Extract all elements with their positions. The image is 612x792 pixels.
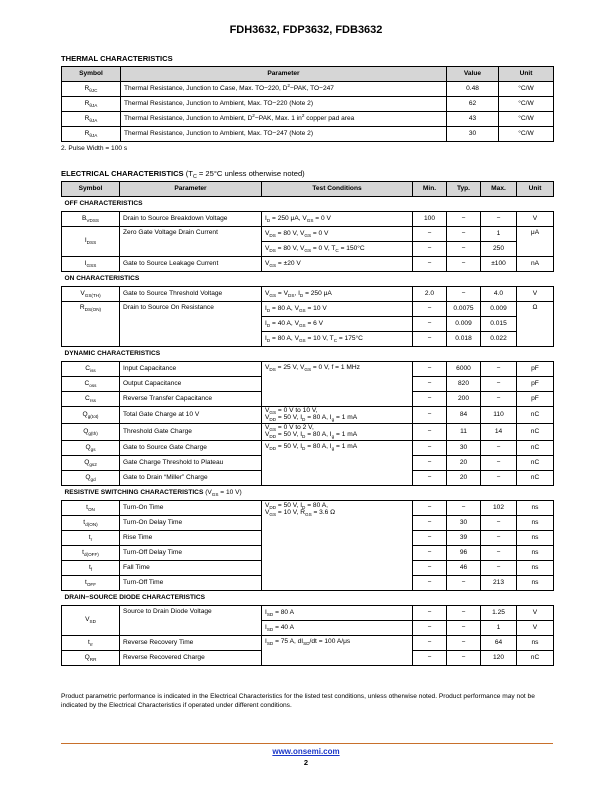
max-cell: − [481, 546, 517, 561]
column-header: Symbol [62, 67, 121, 82]
column-header: Symbol [62, 182, 120, 197]
condition-cell: $I_D = 250$ μA, $V_{GS} = 0$ V [262, 212, 413, 227]
category-row [62, 272, 554, 287]
symbol-cell: $V_{SD}$ [62, 606, 120, 636]
symbol-cell: $B_{VDSS}$ [62, 212, 120, 227]
condition-line: $V_{DD} = 50$ V, $I_D = 80$ A, $I_g = 1$ mA [265, 431, 358, 439]
max-cell: − [481, 362, 517, 377]
max-cell: 14 [481, 424, 517, 441]
unit-cell: pF [517, 392, 554, 407]
unit-cell: nC [517, 424, 554, 441]
column-header: Typ. [447, 182, 481, 197]
min-cell: − [413, 227, 447, 242]
parameter-cell: Turn-Off Delay Time [120, 546, 262, 561]
min-cell: − [413, 456, 447, 471]
typ-cell: 6000 [447, 362, 481, 377]
symbol-cell: $V_{GS(TH)}$ [62, 287, 120, 302]
column-header: Parameter [120, 182, 262, 197]
typ-cell: − [447, 212, 481, 227]
unit-cell: pF [517, 362, 554, 377]
parameter-cell: Drain to Source On Resistance [120, 302, 262, 347]
symbol-cell: $t_{rr}$ [62, 636, 120, 651]
electrical-section-title [61, 169, 305, 178]
max-cell: − [481, 531, 517, 546]
min-cell: − [413, 501, 447, 516]
typ-cell: − [447, 257, 481, 272]
parameter-cell: Output Capacitance [120, 377, 262, 392]
condition-cell: $V_{DD} = 50$ V, $I_D = 80$ A, $I_g = 1$ mA [262, 441, 413, 486]
max-cell: − [481, 561, 517, 576]
parameter-cell: Drain to Source Breakdown Voltage [120, 212, 262, 227]
max-cell: − [481, 471, 517, 486]
condition-line: $V_{GS} = 0$ V to 2 V, [265, 424, 314, 433]
max-cell: 0.015 [481, 317, 517, 332]
parameter-cell: Reverse Transfer Capacitance [120, 392, 262, 407]
parameter-cell: Turn-On Time [120, 501, 262, 516]
symbol-cell: $Q_{RR}$ [62, 651, 120, 666]
parameter-cell: Thermal Resistance, Junction to Ambient, $D^2-PAK$, Max. 1 $in^2$ copper pad area [121, 112, 447, 127]
unit-cell: ns [517, 576, 554, 591]
max-cell: 0.022 [481, 332, 517, 347]
unit-cell: nC [517, 407, 554, 424]
condition-cell: $I_{SD} = 40$ A [262, 621, 413, 636]
thermal-note: 2. Pulse Width = 100 s [61, 145, 128, 152]
condition-cell [262, 501, 413, 591]
parameter-cell: Turn-Off Time [120, 576, 262, 591]
parameter-cell: Input Capacitance [120, 362, 262, 377]
document-title: FDH3632, FDP3632, FDB3632 [229, 24, 383, 36]
unit-cell: nA [517, 257, 554, 272]
max-cell: 250 [481, 242, 517, 257]
table-row [62, 407, 554, 424]
symbol-cell: $R_{\theta JC}$ [62, 82, 121, 97]
typ-cell: − [447, 287, 481, 302]
symbol-cell: $t_f$ [62, 561, 120, 576]
table-row [62, 424, 554, 441]
unit-cell: °C/W [499, 97, 554, 112]
typ-cell: 0.009 [447, 317, 481, 332]
parameter-cell: Reverse Recovery Time [120, 636, 262, 651]
parameter-cell: Fall Time [120, 561, 262, 576]
min-cell: − [413, 302, 447, 317]
category-title: OFF CHARACTERISTICS [62, 197, 554, 212]
parameter-cell: Turn-On Delay Time [120, 516, 262, 531]
typ-cell: 820 [447, 377, 481, 392]
min-cell: − [413, 651, 447, 666]
condition-cell: $I_D = 80$ A, $V_{GS} = 10$ V [262, 302, 413, 317]
symbol-cell: $R_{\theta JA}$ [62, 127, 121, 142]
parameter-cell: Thermal Resistance, Junction to Case, Max. TO−220, $D^2-PAK$, TO−247 [121, 82, 447, 97]
typ-cell: − [447, 576, 481, 591]
min-cell: − [413, 621, 447, 636]
symbol-cell: $Q_{gs}$ [62, 441, 120, 456]
category-title-condition: ($V_{GS} = 10$ V) [205, 488, 242, 497]
unit-cell: pF [517, 377, 554, 392]
max-cell: − [481, 456, 517, 471]
condition-cell: $I_D = 80$ A, $V_{GS} = 10$ V, $T_C = 175^\circ C$ [262, 332, 413, 347]
symbol-cell: $Q_{g(tot)}$ [62, 407, 120, 424]
condition-cell: $I_D = 40$ A, $V_{GS} = 6$ V [262, 317, 413, 332]
min-cell: − [413, 441, 447, 456]
footnote: Product parametric performance is indicated in the Electrical Characteristics for the listed test conditions, unless otherwise noted. Product performance may not be indicated by the Electrical Characteristics if operated under different conditions. [61, 693, 535, 709]
unit-cell: nC [517, 441, 554, 456]
unit-cell: ns [517, 636, 554, 651]
unit-cell: Ω [517, 302, 554, 347]
symbol-cell: $R_{DS(ON)}$ [62, 302, 120, 347]
typ-cell: − [447, 636, 481, 651]
unit-cell: ns [517, 561, 554, 576]
table-header-row [62, 182, 554, 197]
table-row [62, 82, 554, 97]
unit-cell: ns [517, 531, 554, 546]
value-cell: 30 [447, 127, 499, 142]
typ-cell: − [447, 606, 481, 621]
condition-cell: $I_{SD} = 75$ A, $dI_{SD}/dt = 100$ A/μs [262, 636, 413, 666]
unit-cell: ns [517, 501, 554, 516]
typ-cell: − [447, 621, 481, 636]
symbol-cell: $t_{OFF}$ [62, 576, 120, 591]
symbol-cell: $R_{\theta JA}$ [62, 97, 121, 112]
condition-line: $V_{GS} = 0$ V to 10 V, [265, 407, 318, 416]
column-header: Test Conditions [262, 182, 413, 197]
condition-line: $V_{DD} = 50$ V, $I_D = 80$ A, $I_g = 1$ mA [265, 414, 358, 422]
thermal-table [61, 66, 554, 142]
typ-cell: − [447, 501, 481, 516]
table-row [62, 362, 554, 377]
table-row [62, 441, 554, 456]
table-header-row [62, 67, 554, 82]
typ-cell: 20 [447, 471, 481, 486]
parameter-cell: Thermal Resistance, Junction to Ambient, Max. TO−247 (Note 2) [121, 127, 447, 142]
parameter-cell: Threshold Gate Charge [120, 424, 262, 441]
parameter-cell: Thermal Resistance, Junction to Ambient, Max. TO−220 (Note 2) [121, 97, 447, 112]
symbol-cell: $t_r$ [62, 531, 120, 546]
table-row [62, 287, 554, 302]
unit-cell: °C/W [499, 127, 554, 142]
max-cell: 0.009 [481, 302, 517, 317]
electrical-title-text: ELECTRICAL CHARACTERISTICS [61, 169, 184, 178]
electrical-title-condition: ($T_C = 25^\circ C$ unless otherwise noted) [185, 169, 305, 180]
table-row [62, 636, 554, 651]
min-cell: − [413, 424, 447, 441]
parameter-cell: Source to Drain Diode Voltage [120, 606, 262, 636]
unit-cell: nC [517, 651, 554, 666]
max-cell: 1.25 [481, 606, 517, 621]
typ-cell: 0.018 [447, 332, 481, 347]
footer-divider [61, 743, 553, 744]
max-cell: 64 [481, 636, 517, 651]
symbol-cell: $R_{\theta JA}$ [62, 112, 121, 127]
unit-cell: ns [517, 516, 554, 531]
min-cell: − [413, 471, 447, 486]
condition-cell: $V_{DS} = 25$ V, $V_{GS} = 0$ V, f = 1 MHz [262, 362, 413, 407]
unit-cell: V [517, 621, 554, 636]
typ-cell: − [447, 651, 481, 666]
table-row [62, 257, 554, 272]
parameter-cell: Rise Time [120, 531, 262, 546]
category-title: DYNAMIC CHARACTERISTICS [62, 347, 554, 362]
min-cell: − [413, 531, 447, 546]
value-cell: 62 [447, 97, 499, 112]
symbol-cell: $Q_{gd}$ [62, 471, 120, 486]
table-row [62, 112, 554, 127]
unit-cell: nC [517, 471, 554, 486]
symbol-cell: $I_{GSS}$ [62, 257, 120, 272]
symbol-cell: $I_{DSS}$ [62, 227, 120, 257]
unit-cell: ns [517, 546, 554, 561]
table-row [62, 227, 554, 242]
symbol-cell: $t_{d(OFF)}$ [62, 546, 120, 561]
table-row [62, 302, 554, 317]
max-cell: 120 [481, 651, 517, 666]
max-cell: 213 [481, 576, 517, 591]
parameter-cell: Zero Gate Voltage Drain Current [120, 227, 262, 257]
min-cell: − [413, 257, 447, 272]
min-cell: − [413, 576, 447, 591]
min-cell: − [413, 362, 447, 377]
max-cell: 110 [481, 407, 517, 424]
category-row [62, 197, 554, 212]
typ-cell: 84 [447, 407, 481, 424]
condition-cell: $V_{DS} = 80$ V, $V_{GS} = 0$ V, $T_C = 150^\circ C$ [262, 242, 413, 257]
min-cell: − [413, 516, 447, 531]
max-cell: − [481, 441, 517, 456]
max-cell: 4.0 [481, 287, 517, 302]
category-row [62, 347, 554, 362]
typ-cell: 11 [447, 424, 481, 441]
condition-line: $V_{GS} = 10$ V, $R_{GS} = 3.6$ Ω [265, 508, 336, 517]
max-cell: 1 [481, 621, 517, 636]
column-header: Parameter [121, 67, 447, 82]
typ-cell: 20 [447, 456, 481, 471]
column-header: Unit [499, 67, 554, 82]
condition-cell: $V_{GS} = V_{DS}$, $I_D = 250$ μA [262, 287, 413, 302]
column-header: Value [447, 67, 499, 82]
unit-cell: V [517, 212, 554, 227]
condition-line: $V_{DD} = 50$ V, $I_D = 80$ A, [265, 502, 328, 510]
parameter-cell: Reverse Recovered Charge [120, 651, 262, 666]
table-row [62, 127, 554, 142]
min-cell: − [413, 317, 447, 332]
table-row [62, 606, 554, 621]
electrical-table [61, 181, 554, 666]
symbol-cell: $C_{iss}$ [62, 362, 120, 377]
table-row [62, 501, 554, 516]
typ-cell: − [447, 242, 481, 257]
condition-cell [262, 424, 413, 441]
symbol-cell: $C_{oss}$ [62, 377, 120, 392]
column-header: Min. [413, 182, 447, 197]
max-cell: 102 [481, 501, 517, 516]
min-cell: 2.0 [413, 287, 447, 302]
min-cell: − [413, 332, 447, 347]
max-cell: − [481, 392, 517, 407]
symbol-cell: $Q_{gs2}$ [62, 456, 120, 471]
parameter-cell: Total Gate Charge at 10 V [120, 407, 262, 424]
condition-cell: $I_{SD} = 80$ A [262, 606, 413, 621]
condition-cell: $V_{GS} = \pm 20$ V [262, 257, 413, 272]
symbol-cell: $Q_{g(th)}$ [62, 424, 120, 441]
typ-cell: 200 [447, 392, 481, 407]
max-cell: − [481, 516, 517, 531]
page-number: 2 [303, 758, 309, 767]
min-cell: − [413, 392, 447, 407]
min-cell: − [413, 636, 447, 651]
min-cell: − [413, 377, 447, 392]
category-title: ON CHARACTERISTICS [62, 272, 554, 287]
max-cell: − [481, 377, 517, 392]
typ-cell: 0.0075 [447, 302, 481, 317]
category-row [62, 486, 554, 501]
typ-cell: 30 [447, 441, 481, 456]
symbol-cell: $t_{ON}$ [62, 501, 120, 516]
value-cell: 0.48 [447, 82, 499, 97]
min-cell: − [413, 407, 447, 424]
column-header: Unit [517, 182, 554, 197]
max-cell: ±100 [481, 257, 517, 272]
symbol-cell: $t_{d(ON)}$ [62, 516, 120, 531]
column-header: Max. [481, 182, 517, 197]
typ-cell: 46 [447, 561, 481, 576]
parameter-cell: Gate to Source Gate Charge [120, 441, 262, 456]
category-title: DRAIN−SOURCE DIODE CHARACTERISTICS [62, 591, 554, 606]
unit-cell: °C/W [499, 82, 554, 97]
parameter-cell: Gate to Source Leakage Current [120, 257, 262, 272]
unit-cell: °C/W [499, 112, 554, 127]
website-link[interactable]: www.onsemi.com [272, 747, 340, 756]
parameter-cell: Gate to Source Threshold Voltage [120, 287, 262, 302]
unit-cell: μA [517, 227, 554, 257]
min-cell: 100 [413, 212, 447, 227]
typ-cell: 39 [447, 531, 481, 546]
table-row [62, 97, 554, 112]
min-cell: − [413, 561, 447, 576]
thermal-section-title: THERMAL CHARACTERISTICS [61, 54, 173, 63]
value-cell: 43 [447, 112, 499, 127]
condition-cell [262, 407, 413, 424]
category-title [62, 486, 554, 501]
parameter-cell: Gate Charge Threshold to Plateau [120, 456, 262, 471]
typ-cell: − [447, 227, 481, 242]
table-row [62, 212, 554, 227]
typ-cell: 96 [447, 546, 481, 561]
unit-cell: V [517, 606, 554, 621]
category-row [62, 591, 554, 606]
unit-cell: nC [517, 456, 554, 471]
category-title-text: RESISTIVE SWITCHING CHARACTERISTICS [64, 488, 204, 496]
unit-cell: V [517, 287, 554, 302]
symbol-cell: $C_{rss}$ [62, 392, 120, 407]
parameter-cell: Gate to Drain “Miller” Charge [120, 471, 262, 486]
min-cell: − [413, 546, 447, 561]
max-cell: 1 [481, 227, 517, 242]
typ-cell: 30 [447, 516, 481, 531]
max-cell: − [481, 212, 517, 227]
condition-cell: $V_{DS} = 80$ V, $V_{GS} = 0$ V [262, 227, 413, 242]
min-cell: − [413, 606, 447, 621]
min-cell: − [413, 242, 447, 257]
